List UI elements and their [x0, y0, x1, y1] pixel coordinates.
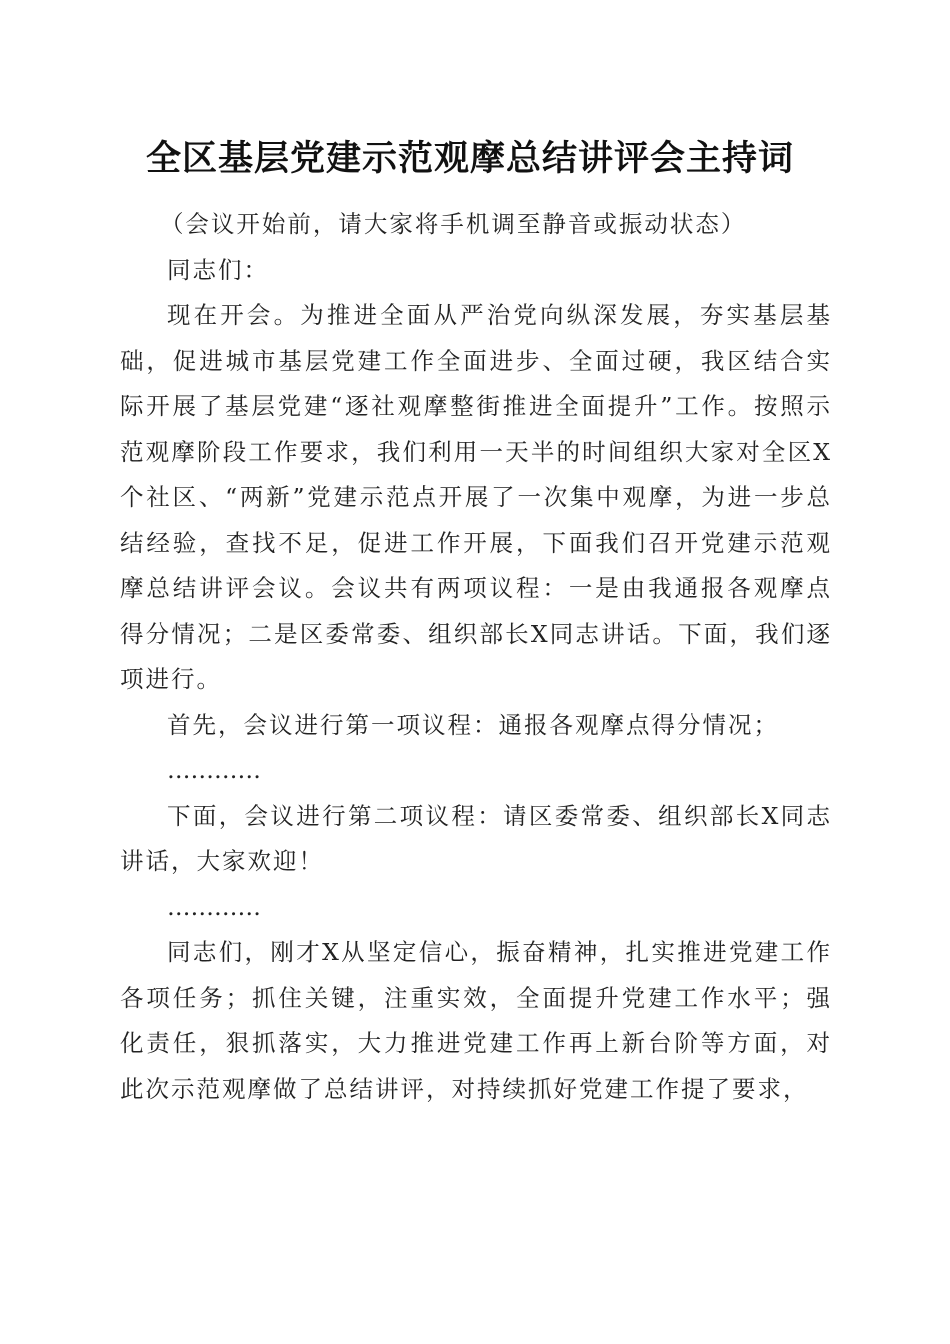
document-title: 全区基层党建示范观摩总结讲评会主持词	[145, 138, 794, 179]
ellipsis-separator: …………	[167, 892, 261, 921]
closing-paragraph: 同志们，刚才X从坚定信心，振奋精神，扎实推进党建工作各项任务；抓住关键，注重实效，全面提升党建工作水平；强化责任，狠抓落实，大力推进党建工作再上新台阶等方面，对此次示范观摩做了总结讲评，对持续抓好党建工作提了要求，	[120, 938, 832, 1103]
agenda-item-two: 下面，会议进行第二项议程：请区委常委、组织部长X同志讲话，大家欢迎！	[120, 801, 832, 875]
agenda-item-one: 首先，会议进行第一项议程：通报各观摩点得分情况；	[167, 710, 779, 739]
meeting-reminder-note: （会议开始前，请大家将手机调至静音或振动状态）	[159, 210, 747, 238]
ellipsis-separator: …………	[167, 756, 261, 784]
salutation: 同志们：	[167, 255, 269, 284]
opening-paragraph: 现在开会。为推进全面从严治党向纵深发展，夯实基层基础，促进城市基层党建工作全面进步、全面过硬，我区结合实际开展了基层党建“逐社观摩整街推进全面提升”工作。按照示范观摩阶段工作要求，我们利用一天半的时间组织大家对全区X个社区、“两新”党建示范点开展了一次集中观摩，为进一步总结经验，查找不足，促进工作开展，下面我们召开党建示范观摩总结讲评会议。会议共有两项议程：一是由我通报各观摩点得分情况；二是区委常委、组织部长X同志讲话。下面，我们逐项进行。	[120, 301, 832, 693]
document-body	[120, 200, 832, 1112]
